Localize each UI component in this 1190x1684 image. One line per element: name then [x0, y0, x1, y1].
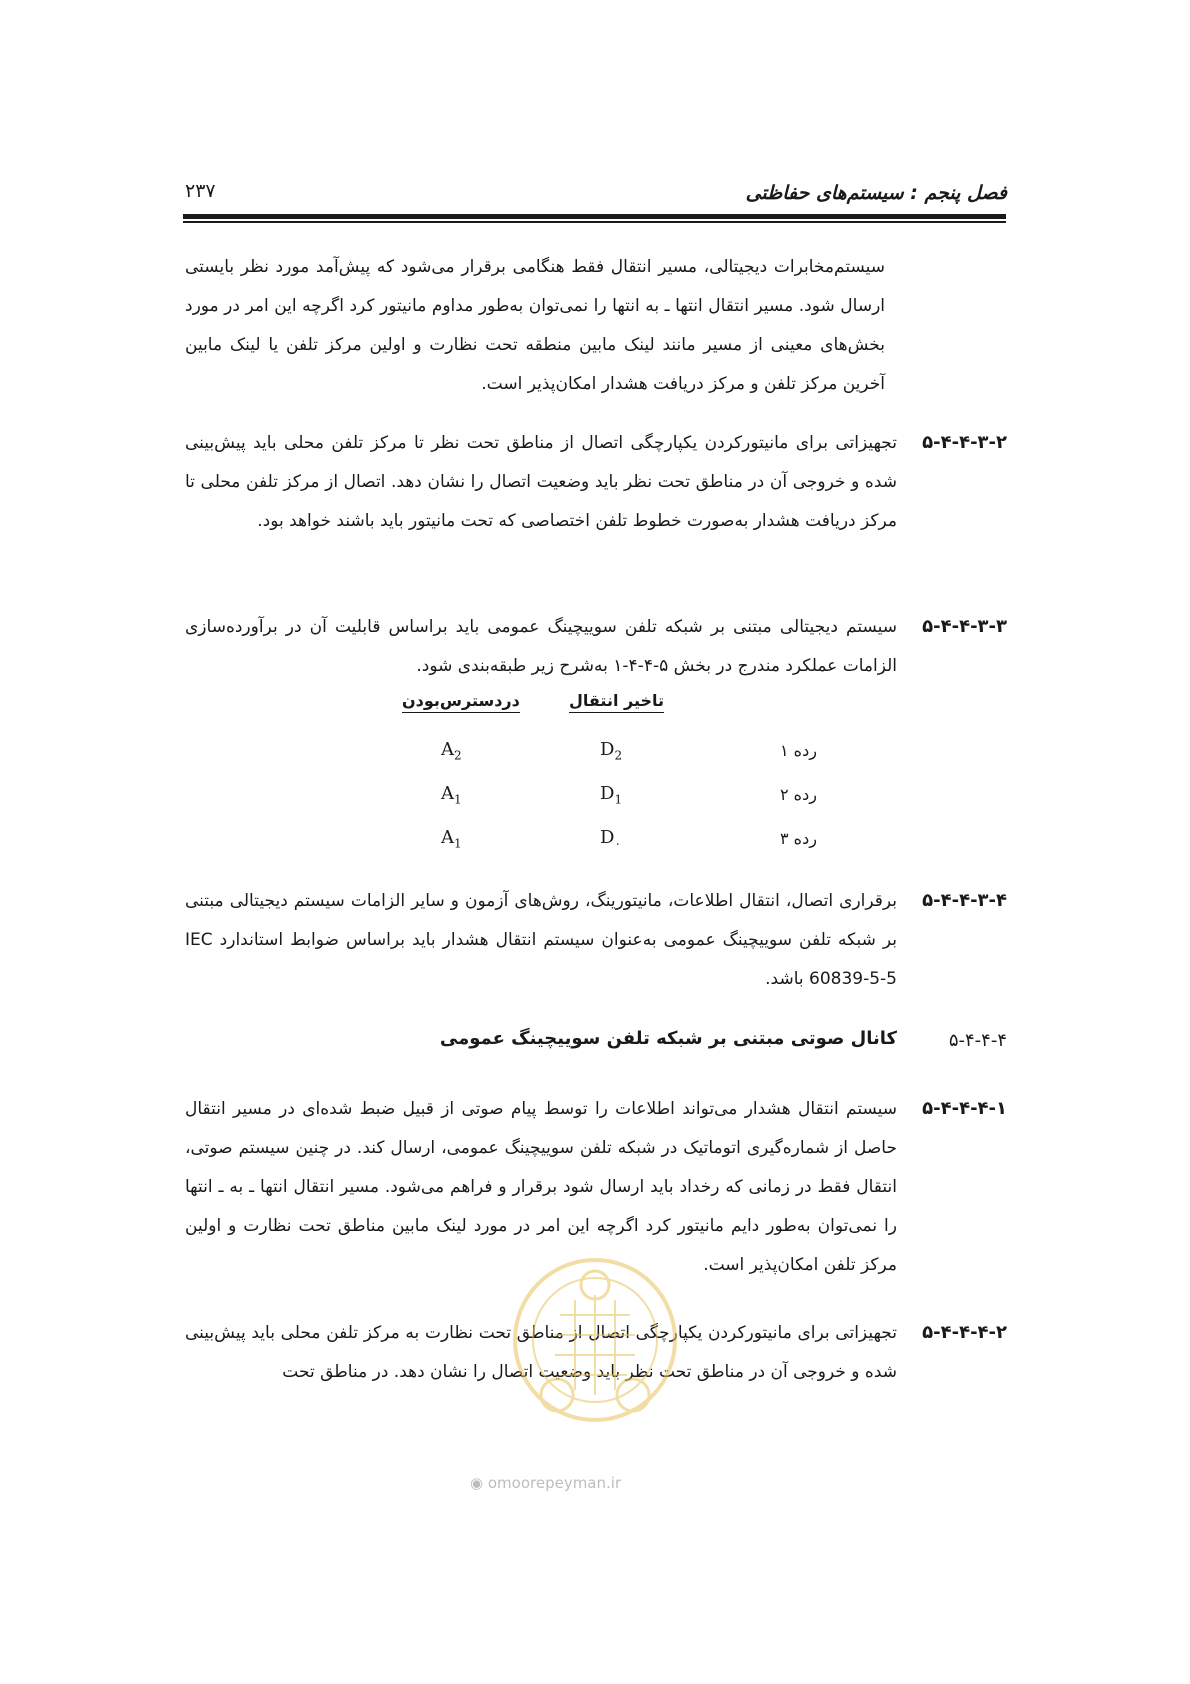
table-header-delay: تاخیر انتقال: [569, 691, 664, 713]
subsection-number: ۵-۴-۴-۴: [948, 1030, 1007, 1051]
chapter-title: فصل پنجم : سیستم‌های حفاظتی: [745, 182, 1007, 204]
row-label: رده ۳: [780, 829, 817, 848]
availability-cell: $A_1$: [441, 783, 462, 807]
watermark-logo-icon: [475, 1245, 715, 1435]
availability-cell: $A_2$: [441, 739, 462, 763]
watermark-url: ◉ omoorepeyman.ir: [470, 1474, 622, 1492]
delay-cell: $D_۰$: [600, 827, 621, 851]
intro-paragraph: سیستم‌مخابرات دیجیتالی، مسیر انتقال فقط هنگامی برقرار می‌شود که پیش‌آمد مورد نظر بایستی ارسال شود. مسیر انتقال انتها ـ به انتها را نمی‌توان به‌طور مداوم مانیتور کرد اگرچه این امر در مورد بخش‌های معینی از مسیر مانند لینک مابین منطقه تحت نظارت و اولین مرکز تلفن یا لینک مابین آخرین مرکز تلفن و مرکز دریافت هشدار امکان‌پذیر است.: [185, 257, 885, 394]
delay-cell: $D_2$: [600, 739, 623, 763]
section-text: تجهیزاتی برای مانیتورکردن یکپارچگی اتصال از مناطق تحت نظر تا مرکز تلفن محلی باید پیش‌بینی شده و خروجی آن در مناطق تحت نظر باید وضعیت اتصال را نشان دهد. اتصال از مرکز تلفن محلی تا مرکز دریافت هشدار به‌صورت خطوط تلفن اختصاصی که تحت مانیتور باید باشند خواهد بود.: [185, 433, 897, 531]
header-rule-thick: [183, 214, 1006, 219]
section-number: ۵-۴-۴-۳-۲: [922, 432, 1007, 453]
section-number: ۵-۴-۴-۳-۳: [922, 616, 1007, 637]
subsection-heading: کانال صوتی مبتنی بر شبکه تلفن سوییچینگ عمومی: [439, 1028, 897, 1049]
row-label: رده ۲: [780, 785, 817, 804]
section-number: ۵-۴-۴-۴-۲: [922, 1322, 1007, 1343]
section-number: ۵-۴-۴-۳-۴: [922, 890, 1007, 911]
availability-cell: $A_1$: [441, 827, 462, 851]
delay-cell: $D_1$: [600, 783, 623, 807]
section-number: ۵-۴-۴-۴-۱: [922, 1098, 1007, 1119]
section-text: برقراری اتصال، انتقال اطلاعات، مانیتورینگ، روش‌های آزمون و سایر الزامات سیستم دیجیتالی مبتنی بر شبکه تلفن سوییچینگ عمومی به‌عنوان سیستم انتقال هشدار باید براساس ضوابط استاندارد IEC 60839-5-5 باشد.: [185, 891, 897, 989]
row-label: رده ۱: [780, 741, 817, 760]
section-text: تجهیزاتی برای مانیتورکردن یکپارچگی اتصال از مناطق تحت نظارت به مرکز تلفن محلی باید پیش‌بینی شده و خروجی آن در مناطق تحت نظر باید وضعیت اتصال را نشان دهد. در مناطق تحت: [185, 1323, 897, 1382]
section-text: سیستم انتقال هشدار می‌تواند اطلاعات را توسط پیام صوتی از قبیل ضبط شده‌ای در مسیر انتقال حاصل از شماره‌گیری اتوماتیک در شبکه تلفن سوییچینگ عمومی، ارسال کند. در چنین سیستم صوتی، انتقال فقط در زمانی که رخداد باید ارسال شود برقرار و فراهم می‌شود. مسیر انتقال انتها ـ به ـ انتها را نمی‌توان به‌طور دایم مانیتور کرد اگرچه این امر در مورد لینک مابین مناطق تحت نظارت و اولین مرکز تلفن امکان‌پذیر است.: [185, 1099, 897, 1275]
section-text: سیستم دیجیتالی مبتنی بر شبکه تلفن سوییچینگ عمومی باید براساس قابلیت آن در برآورده‌سازی الزامات عملکرد مندرج در بخش ۵-۴-۴-۱ به‌شرح زیر طبقه‌بندی شود.: [185, 617, 897, 676]
page-number: ۲۳۷: [185, 180, 216, 202]
table-header-availability: دردسترس‌بودن: [402, 691, 520, 713]
header-rule-thin: [183, 221, 1006, 223]
